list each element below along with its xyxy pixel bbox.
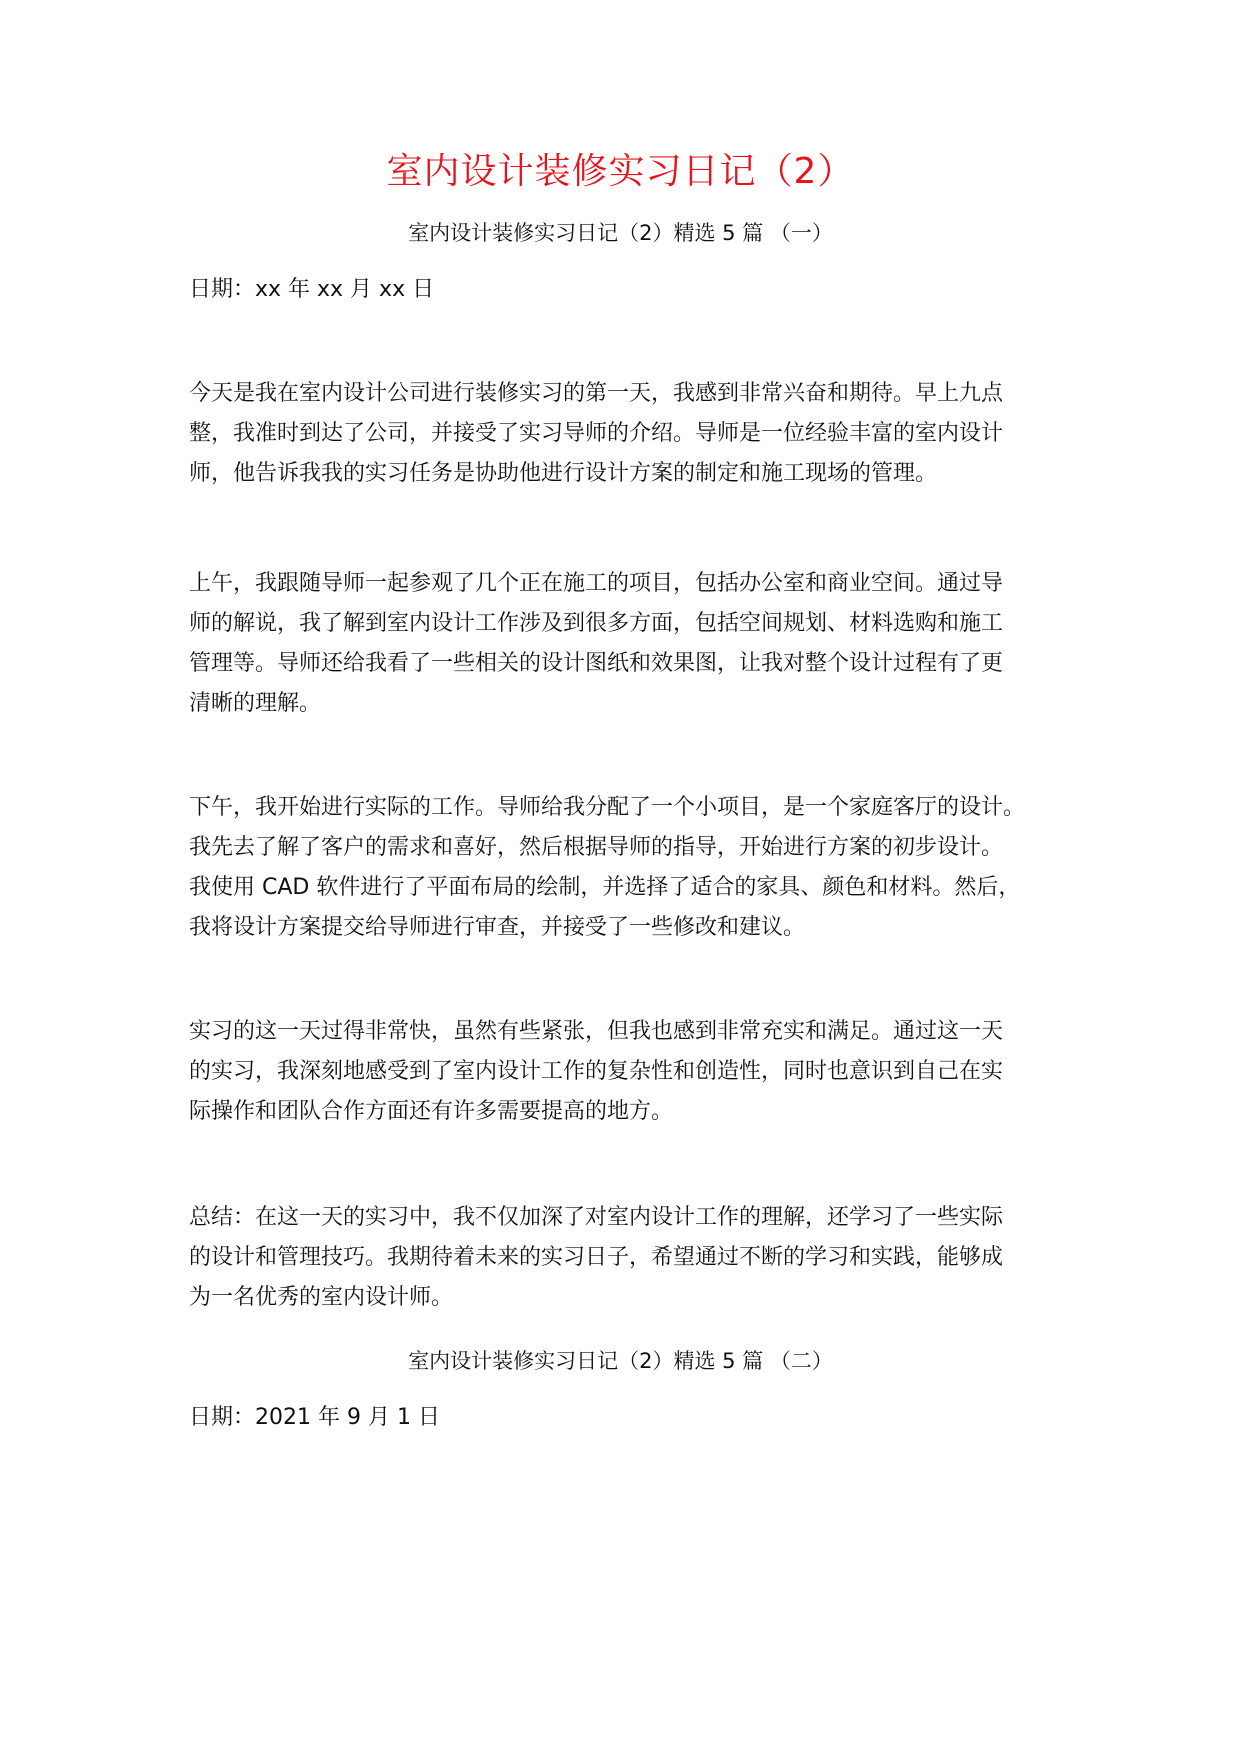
paragraph-line: 际操作和团队合作方面还有许多需要提高的地方。 (189, 1099, 674, 1124)
paragraph-line: 为一名优秀的室内设计师。 (189, 1285, 454, 1310)
paragraph-line: 实习的这一天过得非常快，虽然有些紧张，但我也感到非常充实和满足。通过这一天 (189, 1019, 1004, 1044)
section-2-date: 日期：2021 年 9 月 1 日 (189, 1405, 440, 1430)
document-title: 室内设计装修实习日记（2） (386, 151, 855, 192)
paragraph-2 (189, 564, 1089, 724)
paragraph-line: 我先去了解了客户的需求和喜好，然后根据导师的指导，开始进行方案的初步设计。 (189, 835, 1004, 860)
paragraph-line: 下午，我开始进行实际的工作。导师给我分配了一个小项目，是一个家庭客厅的设计。 (189, 795, 1026, 820)
paragraph-line: 今天是我在室内设计公司进行装修实习的第一天，我感到非常兴奋和期待。早上九点 (189, 381, 1004, 406)
paragraph-line: 的实习，我深刻地感受到了室内设计工作的复杂性和创造性，同时也意识到自己在实 (189, 1059, 1004, 1084)
paragraph-line: 我将设计方案提交给导师进行审查，并接受了一些修改和建议。 (189, 915, 806, 940)
paragraph-line: 清晰的理解。 (189, 691, 322, 716)
paragraph-3 (189, 788, 1089, 948)
section-2-heading: 室内设计装修实习日记（2）精选 5 篇 （二） (408, 1349, 833, 1373)
paragraph-5 (189, 1198, 1089, 1318)
paragraph-1 (189, 374, 1089, 494)
paragraph-4 (189, 1012, 1089, 1132)
paragraph-line: 整，我准时到达了公司，并接受了实习导师的介绍。导师是一位经验丰富的室内设计 (189, 421, 1004, 446)
paragraph-line: 的设计和管理技巧。我期待着未来的实习日子，希望通过不断的学习和实践，能够成 (189, 1245, 1004, 1270)
section-1-heading: 室内设计装修实习日记（2）精选 5 篇 （一） (408, 221, 833, 245)
section-1-date: 日期：xx 年 xx 月 xx 日 (189, 277, 435, 302)
paragraph-line: 师，他告诉我我的实习任务是协助他进行设计方案的制定和施工现场的管理。 (189, 461, 938, 486)
paragraph-line: 上午，我跟随导师一起参观了几个正在施工的项目，包括办公室和商业空间。通过导 (189, 571, 1004, 596)
paragraph-line: 总结：在这一天的实习中，我不仅加深了对室内设计工作的理解，还学习了一些实际 (189, 1205, 1004, 1230)
paragraph-line: 我使用 CAD 软件进行了平面布局的绘制，并选择了适合的家具、颜色和材料。然后， (189, 875, 1021, 900)
paragraph-line: 管理等。导师还给我看了一些相关的设计图纸和效果图，让我对整个设计过程有了更 (189, 651, 1004, 676)
paragraph-line: 师的解说，我了解到室内设计工作涉及到很多方面，包括空间规划、材料选购和施工 (189, 611, 1004, 636)
